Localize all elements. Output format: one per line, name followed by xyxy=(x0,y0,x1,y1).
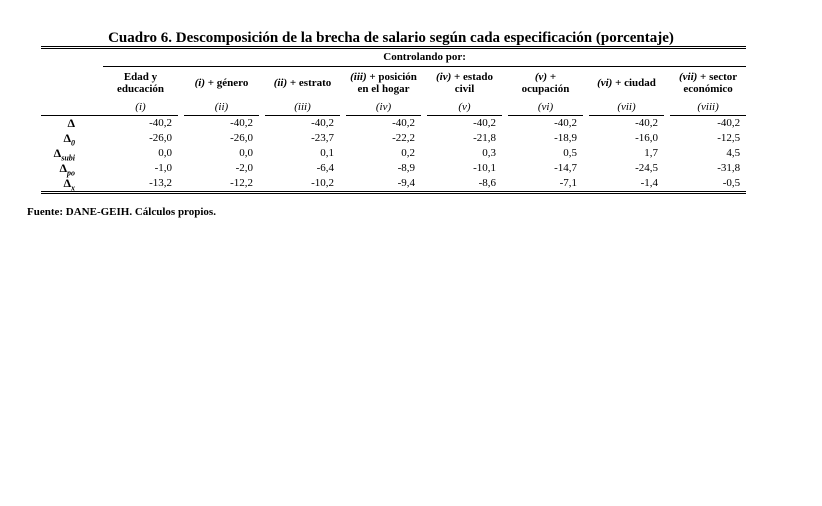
table-cell: -40,2 xyxy=(635,117,658,129)
column-heads xyxy=(41,67,746,99)
table-cell: -6,4 xyxy=(316,162,334,174)
table-cell: -2,0 xyxy=(235,162,253,174)
table-cell: -18,9 xyxy=(554,132,577,144)
source-note: Fuente: DANE-GEIH. Cálculos propios. xyxy=(27,206,216,218)
table-cell: -40,2 xyxy=(392,117,415,129)
corner-cell xyxy=(41,48,103,67)
table-cell: -24,5 xyxy=(635,162,658,174)
row-label: $\Delta_x$ xyxy=(41,176,103,193)
table-cell: -12,2 xyxy=(184,176,259,193)
table-body xyxy=(41,116,746,193)
table-cell: -40,2 xyxy=(230,117,253,129)
column-header: (vii) + sector económico xyxy=(678,70,738,95)
table-row xyxy=(41,116,746,132)
row-label: $\Delta_{subi}$ xyxy=(53,146,75,163)
table-cell: 0,0 xyxy=(158,147,172,159)
table-cell: -40,2 xyxy=(473,117,496,129)
column-numeral: (viii) xyxy=(670,98,746,116)
table-cell: -12,5 xyxy=(717,132,741,144)
table-cell: -10,1 xyxy=(473,162,496,174)
row-label: Δ xyxy=(67,116,75,130)
table-cell: 4,5 xyxy=(726,147,741,159)
table-cell: -22,2 xyxy=(392,132,415,144)
row-label: $\Delta_0$ xyxy=(63,131,75,148)
table-cell: -1,4 xyxy=(589,176,664,193)
column-numeral: (ii) xyxy=(184,98,259,116)
column-header: (v) + ocupación xyxy=(521,70,570,95)
table-cell: -40,2 xyxy=(149,117,172,129)
corner-cell xyxy=(41,67,103,99)
column-numeral: (iii) xyxy=(265,98,340,116)
table-cell: 0,1 xyxy=(320,147,334,159)
table-title: Cuadro 6. Descomposición de la brecha de salario según cada especificación (porcentaje) xyxy=(108,30,674,46)
controlando-header: Controlando por: xyxy=(103,48,746,67)
table-cell: -9,4 xyxy=(346,176,421,193)
table-cell: -16,0 xyxy=(635,132,658,144)
column-header: (i) + género xyxy=(194,76,249,89)
table-cell: -10,2 xyxy=(265,176,340,193)
column-header: (vi) + ciudad xyxy=(597,76,656,89)
decomposition-table xyxy=(41,46,746,194)
row-label: $\Delta_{po}$ xyxy=(59,161,75,178)
table-cell: 0,2 xyxy=(401,147,415,159)
column-numerals xyxy=(41,98,746,116)
table-cell: -14,7 xyxy=(554,162,577,174)
table-cell: -23,7 xyxy=(311,132,334,144)
table-cell: -13,2 xyxy=(103,176,178,193)
column-header: (ii) + estrato xyxy=(273,76,332,89)
table-cell: 0,5 xyxy=(563,147,577,159)
table-cell: -8,6 xyxy=(427,176,502,193)
table-cell: -1,0 xyxy=(154,162,172,174)
table-row xyxy=(41,176,746,193)
table-cell: -8,9 xyxy=(397,162,415,174)
table-row xyxy=(41,146,746,161)
table-cell: -31,8 xyxy=(717,162,741,174)
column-header: (iii) + posición en el hogar xyxy=(350,70,417,95)
table-cell: -21,8 xyxy=(473,132,496,144)
column-numeral: (i) xyxy=(103,98,178,116)
table-cell: -40,2 xyxy=(717,117,741,129)
table-cell: -26,0 xyxy=(149,132,172,144)
table-cell: -7,1 xyxy=(508,176,583,193)
table-cell: 0,3 xyxy=(482,147,496,159)
column-header: (iv) + estado civil xyxy=(436,70,493,95)
column-header: Edad y educación xyxy=(116,70,165,95)
column-numeral: (vii) xyxy=(589,98,664,116)
table-row xyxy=(41,131,746,146)
table-row xyxy=(41,161,746,176)
table-cell: -26,0 xyxy=(230,132,253,144)
table-cell: 0,0 xyxy=(239,147,253,159)
column-numeral: (vi) xyxy=(508,98,583,116)
table-cell: -40,2 xyxy=(554,117,577,129)
table-cell: 1,7 xyxy=(644,147,658,159)
table-cell: -0,5 xyxy=(670,176,746,193)
table-cell: -40,2 xyxy=(311,117,334,129)
column-numeral: (v) xyxy=(427,98,502,116)
corner-cell xyxy=(41,98,103,116)
column-numeral: (iv) xyxy=(346,98,421,116)
